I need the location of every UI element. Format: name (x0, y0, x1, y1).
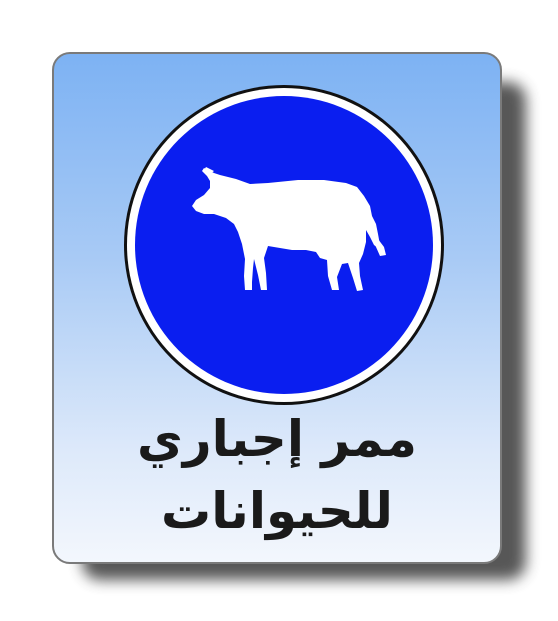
sign-caption-line-2: للحيوانات (161, 482, 393, 540)
sign-panel (52, 52, 502, 564)
sign-caption-line-1: ممر إجباري (137, 410, 417, 468)
